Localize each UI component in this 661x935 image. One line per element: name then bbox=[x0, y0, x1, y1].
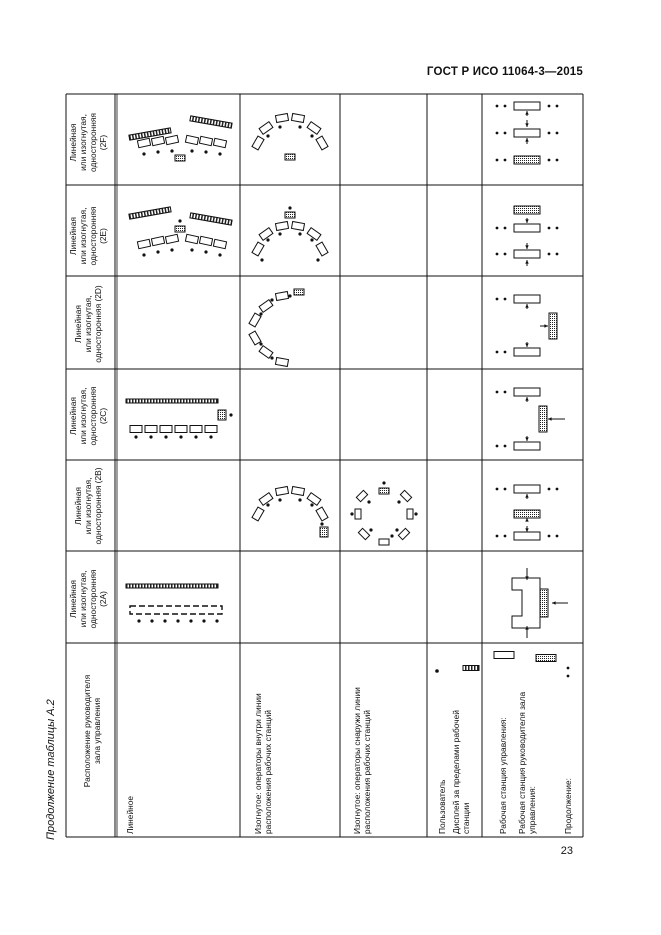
continuation-icon bbox=[496, 351, 499, 354]
legend-supervisor bbox=[517, 664, 537, 834]
operator-icon bbox=[142, 253, 145, 256]
arrow-head-icon bbox=[525, 494, 528, 498]
continuation-icon bbox=[556, 227, 559, 230]
workstation-icon bbox=[316, 242, 328, 256]
legend-label: Пользователь bbox=[437, 779, 447, 834]
continuation-icon bbox=[548, 159, 551, 162]
operator-icon bbox=[298, 125, 301, 128]
legend-label: Дисплей за пределами рабочей bbox=[451, 710, 461, 834]
column-header-2c bbox=[68, 376, 108, 456]
column-header-2a bbox=[68, 564, 108, 634]
workstation-row-icon bbox=[130, 606, 222, 614]
display-icon bbox=[285, 154, 295, 160]
operator-icon bbox=[270, 356, 273, 359]
workstation-icon bbox=[249, 313, 261, 327]
row-header-line: расположения рабочих станций bbox=[362, 710, 372, 834]
operator-icon bbox=[266, 503, 269, 506]
operator-icon bbox=[163, 619, 166, 622]
display-icon bbox=[320, 527, 328, 537]
corner-header-line: зала управления bbox=[92, 697, 102, 765]
column-header-2f bbox=[68, 100, 108, 185]
workstation-icon bbox=[514, 129, 540, 137]
continuation-icon bbox=[504, 488, 507, 491]
continuation-icon bbox=[504, 159, 507, 162]
workstation-icon bbox=[160, 426, 172, 433]
corner-header-line: Расположение руководителя bbox=[82, 674, 92, 788]
continuation-icon bbox=[556, 253, 559, 256]
legend-workstation bbox=[498, 664, 508, 834]
workstation-icon bbox=[514, 295, 540, 303]
supervisor-console-icon bbox=[190, 213, 232, 225]
operator-icon bbox=[414, 512, 417, 515]
operator-icon bbox=[218, 152, 221, 155]
continuation-icon bbox=[504, 298, 507, 301]
supervisor-console-icon bbox=[190, 116, 232, 128]
column-header-line: или изогнутая, bbox=[83, 477, 93, 535]
operator-icon bbox=[395, 528, 398, 531]
operator-icon bbox=[298, 498, 301, 501]
workstation-icon bbox=[185, 234, 198, 243]
operator-icon bbox=[156, 250, 159, 253]
workstation-icon bbox=[205, 426, 217, 433]
workstation-icon bbox=[514, 250, 540, 258]
operator-icon bbox=[288, 294, 291, 297]
operator-icon bbox=[259, 312, 262, 315]
workstation-icon bbox=[275, 358, 288, 367]
operator-icon bbox=[367, 500, 370, 503]
continuation-icon bbox=[556, 132, 559, 135]
workstation-icon bbox=[514, 224, 540, 232]
workstation-icon bbox=[307, 228, 321, 241]
operator-icon bbox=[350, 512, 353, 515]
legend-label: Рабочая станция руководителя зала bbox=[517, 691, 527, 834]
column-header-line: (2A) bbox=[98, 591, 108, 607]
workstation-icon bbox=[145, 426, 157, 433]
operator-icon bbox=[229, 413, 232, 416]
workstation-icon bbox=[259, 346, 273, 359]
supervisor-legend-icon bbox=[536, 655, 556, 662]
workstation-icon bbox=[355, 509, 361, 519]
arrow-head-icon bbox=[525, 219, 528, 223]
legend-user bbox=[437, 744, 447, 834]
arrow-head-icon bbox=[525, 260, 528, 264]
workstation-icon bbox=[199, 236, 212, 245]
operator-icon bbox=[278, 498, 281, 501]
continuation-icon bbox=[548, 105, 551, 108]
continuation-icon bbox=[504, 105, 507, 108]
operator-icon bbox=[194, 435, 197, 438]
column-header-line: односторонняя bbox=[88, 206, 98, 266]
arrow-head-icon bbox=[525, 518, 528, 522]
row-header-curved-inside bbox=[253, 654, 273, 834]
workstation-icon bbox=[252, 242, 264, 256]
workstation-icon bbox=[291, 487, 304, 496]
workstation-icon bbox=[259, 493, 273, 506]
legend-label: Рабочая станция управления: bbox=[498, 717, 508, 834]
legend-display bbox=[451, 664, 471, 834]
arrow-head-icon bbox=[544, 324, 548, 327]
supervisor-console-icon bbox=[129, 128, 171, 140]
operator-icon bbox=[382, 481, 385, 484]
column-header-line: Линейная bbox=[68, 397, 78, 435]
supervisor-console-icon bbox=[126, 584, 218, 588]
operator-icon bbox=[278, 232, 281, 235]
continuation-icon bbox=[548, 488, 551, 491]
operator-icon bbox=[170, 149, 173, 152]
row-header-line: Изогнутое: операторы внутри линии bbox=[253, 693, 263, 834]
supervisor-station-icon bbox=[549, 313, 557, 339]
workstation-icon bbox=[199, 136, 212, 145]
corner-header bbox=[82, 656, 102, 806]
arrow-head-icon bbox=[548, 417, 552, 420]
arrow-head-icon bbox=[525, 245, 528, 249]
operator-icon bbox=[218, 253, 221, 256]
workstation-icon bbox=[291, 114, 304, 123]
operator-icon bbox=[369, 528, 372, 531]
arrow-head-icon bbox=[525, 528, 528, 532]
continuation-icon bbox=[504, 132, 507, 135]
workstation-icon bbox=[316, 507, 328, 521]
continuation-icon bbox=[496, 445, 499, 448]
column-header-line: односторонняя (2B) bbox=[93, 467, 103, 545]
page-number: 23 bbox=[560, 845, 573, 857]
column-header-line: односторонняя (2D) bbox=[93, 285, 103, 363]
operator-icon bbox=[320, 522, 323, 525]
workstation-icon bbox=[151, 136, 164, 145]
operator-icon bbox=[179, 435, 182, 438]
operator-icon bbox=[310, 134, 313, 137]
arrow-head-icon bbox=[525, 138, 528, 142]
column-header-line: (2F) bbox=[98, 134, 108, 151]
continuation-icon bbox=[556, 159, 559, 162]
workstation-icon bbox=[190, 426, 202, 433]
row-header-line: расположения рабочих станций bbox=[263, 710, 273, 834]
workstation-icon bbox=[398, 528, 409, 539]
workstation-icon bbox=[356, 490, 367, 501]
workstation-icon bbox=[275, 487, 288, 496]
row-header-linear bbox=[125, 654, 135, 834]
workstation-legend-icon bbox=[494, 652, 514, 659]
workstation-icon bbox=[407, 509, 413, 519]
workstation-icon bbox=[252, 136, 264, 150]
operator-icon bbox=[266, 134, 269, 137]
operator-icon bbox=[156, 150, 159, 153]
operator-icon bbox=[215, 619, 218, 622]
workstation-icon bbox=[307, 122, 321, 135]
supervisor-station-icon bbox=[539, 406, 547, 432]
legend-label: управления: bbox=[527, 785, 537, 834]
workstation-icon bbox=[259, 300, 273, 313]
workstation-icon bbox=[275, 292, 288, 301]
display-icon bbox=[294, 289, 304, 295]
workstation-icon bbox=[213, 239, 226, 248]
operator-icon bbox=[176, 619, 179, 622]
workstation-icon bbox=[514, 348, 540, 356]
operator-icon bbox=[164, 435, 167, 438]
column-header-line: Линейная bbox=[73, 305, 83, 343]
continuation-icon bbox=[504, 445, 507, 448]
operator-icon bbox=[178, 219, 181, 222]
column-header-line: Линейная bbox=[68, 217, 78, 255]
workstation-icon bbox=[130, 426, 142, 433]
continuation-icon bbox=[496, 105, 499, 108]
column-header-line: односторонняя bbox=[88, 386, 98, 446]
continuation-icon bbox=[496, 227, 499, 230]
display-icon bbox=[175, 155, 185, 161]
continuation-icon bbox=[504, 391, 507, 394]
supervisor-station-icon bbox=[514, 156, 540, 164]
operator-icon bbox=[202, 619, 205, 622]
column-header-2d bbox=[73, 279, 103, 369]
continuation-icon bbox=[556, 105, 559, 108]
workstation-icon bbox=[514, 485, 540, 493]
continuation-icon bbox=[504, 253, 507, 256]
column-header-line: Линейная bbox=[68, 580, 78, 618]
display-icon bbox=[175, 226, 185, 232]
continuation-icon bbox=[548, 253, 551, 256]
column-header-line: односторонняя bbox=[88, 113, 98, 172]
column-header-line: Линейная bbox=[73, 487, 83, 525]
column-header-line: Линейная bbox=[68, 123, 78, 162]
workstation-icon bbox=[400, 490, 411, 501]
display-icon bbox=[218, 410, 226, 420]
operator-icon bbox=[142, 152, 145, 155]
operator-icon bbox=[137, 619, 140, 622]
arrow-head-icon bbox=[525, 304, 528, 308]
workstation-icon bbox=[275, 222, 288, 231]
column-header-line: или изогнутая, bbox=[78, 114, 88, 171]
supervisor-station-icon bbox=[514, 206, 540, 214]
continuation-icon bbox=[496, 488, 499, 491]
workstation-icon bbox=[252, 507, 264, 521]
workstation-icon bbox=[514, 388, 540, 396]
workstation-icon bbox=[259, 122, 273, 135]
operator-icon bbox=[204, 250, 207, 253]
continuation-icon bbox=[548, 227, 551, 230]
workstation-icon bbox=[259, 228, 273, 241]
operator-icon bbox=[288, 206, 291, 209]
legend-label: станции bbox=[461, 802, 471, 834]
operator-icon bbox=[397, 500, 400, 503]
operator-icon bbox=[316, 258, 319, 261]
arrow-head-icon bbox=[525, 437, 528, 441]
legend-continuation bbox=[563, 664, 573, 834]
continuation-icon bbox=[548, 132, 551, 135]
continuation-icon bbox=[496, 391, 499, 394]
column-header-line: или изогнутая, bbox=[83, 295, 93, 353]
row-header-line: Изогнутое: операторы снаружи линии bbox=[352, 687, 362, 834]
operator-icon bbox=[190, 248, 193, 251]
operator-icon bbox=[260, 258, 263, 261]
operator-icon bbox=[310, 503, 313, 506]
workstation-icon bbox=[137, 239, 150, 248]
workstation-icon bbox=[358, 528, 369, 539]
workstation-icon bbox=[316, 136, 328, 150]
workstation-icon bbox=[175, 426, 187, 433]
user-icon bbox=[435, 669, 439, 673]
workstation-icon bbox=[275, 114, 288, 123]
operator-icon bbox=[134, 435, 137, 438]
continuation-icon bbox=[504, 351, 507, 354]
column-header-line: или изогнутая, bbox=[78, 207, 88, 265]
workstation-icon bbox=[514, 102, 540, 110]
display-icon bbox=[285, 212, 295, 218]
continuation-icon bbox=[504, 227, 507, 230]
operator-icon bbox=[278, 125, 281, 128]
continuation-icon bbox=[548, 535, 551, 538]
row-header-curved-outside bbox=[352, 654, 372, 834]
operator-icon bbox=[189, 619, 192, 622]
operator-icon bbox=[149, 435, 152, 438]
column-header-line: (2C) bbox=[98, 407, 108, 425]
legend-label: Продолжение: bbox=[563, 778, 573, 834]
operator-icon bbox=[298, 232, 301, 235]
workstation-icon bbox=[307, 493, 321, 506]
operator-icon bbox=[390, 534, 393, 537]
document-header: ГОСТ Р ИСО 11064-3—2015 bbox=[426, 66, 583, 78]
column-header-line: или изогнутая, bbox=[78, 570, 88, 628]
workstation-icon bbox=[213, 138, 226, 147]
operator-icon bbox=[209, 435, 212, 438]
continuation-icon bbox=[496, 298, 499, 301]
operator-icon bbox=[170, 248, 173, 251]
arrow-head-icon bbox=[525, 111, 528, 115]
continuation-icon bbox=[504, 535, 507, 538]
arrow-head-icon bbox=[525, 343, 528, 347]
workstation-icon bbox=[514, 442, 540, 450]
operator-icon bbox=[310, 238, 313, 241]
workstation-icon bbox=[514, 532, 540, 540]
supervisor-station-icon bbox=[514, 510, 540, 518]
supervisor-station-icon bbox=[540, 589, 548, 617]
operator-icon bbox=[150, 619, 153, 622]
continuation-icon bbox=[496, 132, 499, 135]
operator-icon bbox=[266, 238, 269, 241]
continuation-icon bbox=[556, 535, 559, 538]
supervisor-console-icon bbox=[126, 399, 218, 403]
workstation-icon bbox=[151, 236, 164, 245]
column-header-line: (2E) bbox=[98, 228, 108, 244]
column-header-line: или изогнутая, bbox=[78, 387, 88, 445]
column-header-2b bbox=[73, 466, 103, 546]
continuation-icon bbox=[496, 159, 499, 162]
column-header-2e bbox=[68, 196, 108, 276]
workstation-icon bbox=[185, 135, 198, 144]
workstation-icon bbox=[137, 138, 150, 147]
continuation-icon bbox=[556, 488, 559, 491]
operator-icon bbox=[270, 298, 273, 301]
arrow-head-icon bbox=[552, 601, 556, 604]
operator-icon bbox=[259, 342, 262, 345]
workstation-icon bbox=[291, 222, 304, 231]
workstation-icon bbox=[249, 331, 261, 345]
continuation-icon bbox=[496, 535, 499, 538]
workstation-icon bbox=[165, 135, 178, 144]
column-header-line: односторонняя bbox=[88, 569, 98, 629]
operator-icon bbox=[190, 149, 193, 152]
arrow-head-icon bbox=[525, 123, 528, 127]
workstation-icon bbox=[379, 539, 389, 545]
display-icon bbox=[379, 488, 389, 494]
workstation-icon bbox=[165, 234, 178, 243]
table-caption: Продолжение таблицы А.2 bbox=[45, 699, 57, 840]
arrow-head-icon bbox=[525, 397, 528, 401]
supervisor-console-icon bbox=[129, 207, 171, 219]
continuation-icon bbox=[496, 253, 499, 256]
operator-icon bbox=[204, 150, 207, 153]
row-header-line: Линейное bbox=[125, 795, 135, 834]
